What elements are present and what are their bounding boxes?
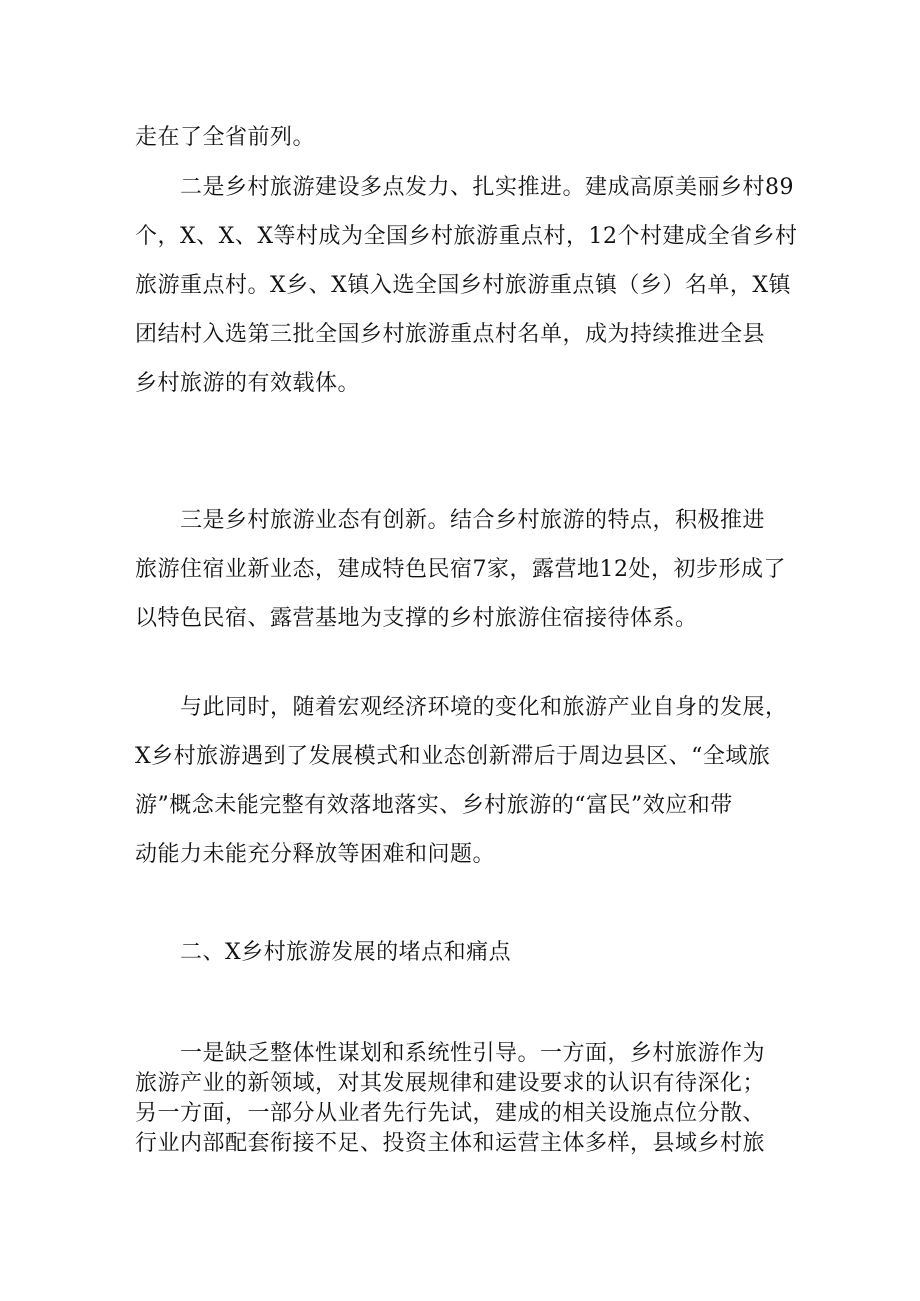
text-line: 游”概念未能完整有效落地落实、乡村旅游的“富民”效应和带 [135, 793, 733, 818]
paragraph-planning-lack [135, 1039, 785, 1159]
text-line: X乡村旅游遇到了发展模式和业态创新滞后于周边县区、“全域旅 [135, 744, 771, 769]
text-line: 一是缺乏整体性谋划和系统性引导。一方面，乡村旅游作为 [135, 1041, 766, 1066]
text-line: 旅游住宿业新业态，建成特色民宿7家，露营地12处，初步形成了 [135, 557, 786, 582]
section-heading-text: 二、X乡村旅游发展的堵点和痛点 [135, 940, 512, 965]
paragraph-rural-construction [135, 163, 798, 408]
section-heading [135, 928, 785, 977]
text-line: 走在了全省前列。 [135, 125, 316, 150]
text-line: 三是乡村旅游业态有创新。结合乡村旅游的特点，积极推进 [135, 508, 766, 533]
paragraph-continuation [135, 113, 785, 162]
paragraph-challenges [135, 683, 788, 879]
paragraph-business-innovation [135, 496, 785, 643]
text-line: 以特色民宿、露营基地为支撑的乡村旅游住宿接待体系。 [135, 606, 698, 631]
text-line: 旅游产业的新领域，对其发展规律和建设要求的认识有待深化； [135, 1071, 766, 1096]
text-line: 团结村入选第三批全国乡村旅游重点村名单，成为持续推进全县 [135, 322, 766, 347]
text-line: 二是乡村旅游建设多点发力、扎实推进。建成高原美丽乡村89 [135, 175, 794, 200]
text-line: 乡村旅游的有效载体。 [135, 371, 361, 396]
text-line: 另一方面，一部分从业者先行先试，建成的相关设施点位分散、 [135, 1101, 766, 1126]
text-line: 个，X、X、X等村成为全国乡村旅游重点村，12个村建成全省乡村 [135, 224, 798, 249]
text-line: 与此同时，随着宏观经济环境的变化和旅游产业自身的发展， [135, 695, 788, 720]
text-line: 行业内部配套衔接不足、投资主体和运营主体多样，县域乡村旅 [135, 1131, 766, 1156]
text-line: 旅游重点村。X乡、X镇入选全国乡村旅游重点镇（乡）名单，X镇 [135, 273, 791, 298]
text-line: 动能力未能充分释放等困难和问题。 [135, 842, 496, 867]
